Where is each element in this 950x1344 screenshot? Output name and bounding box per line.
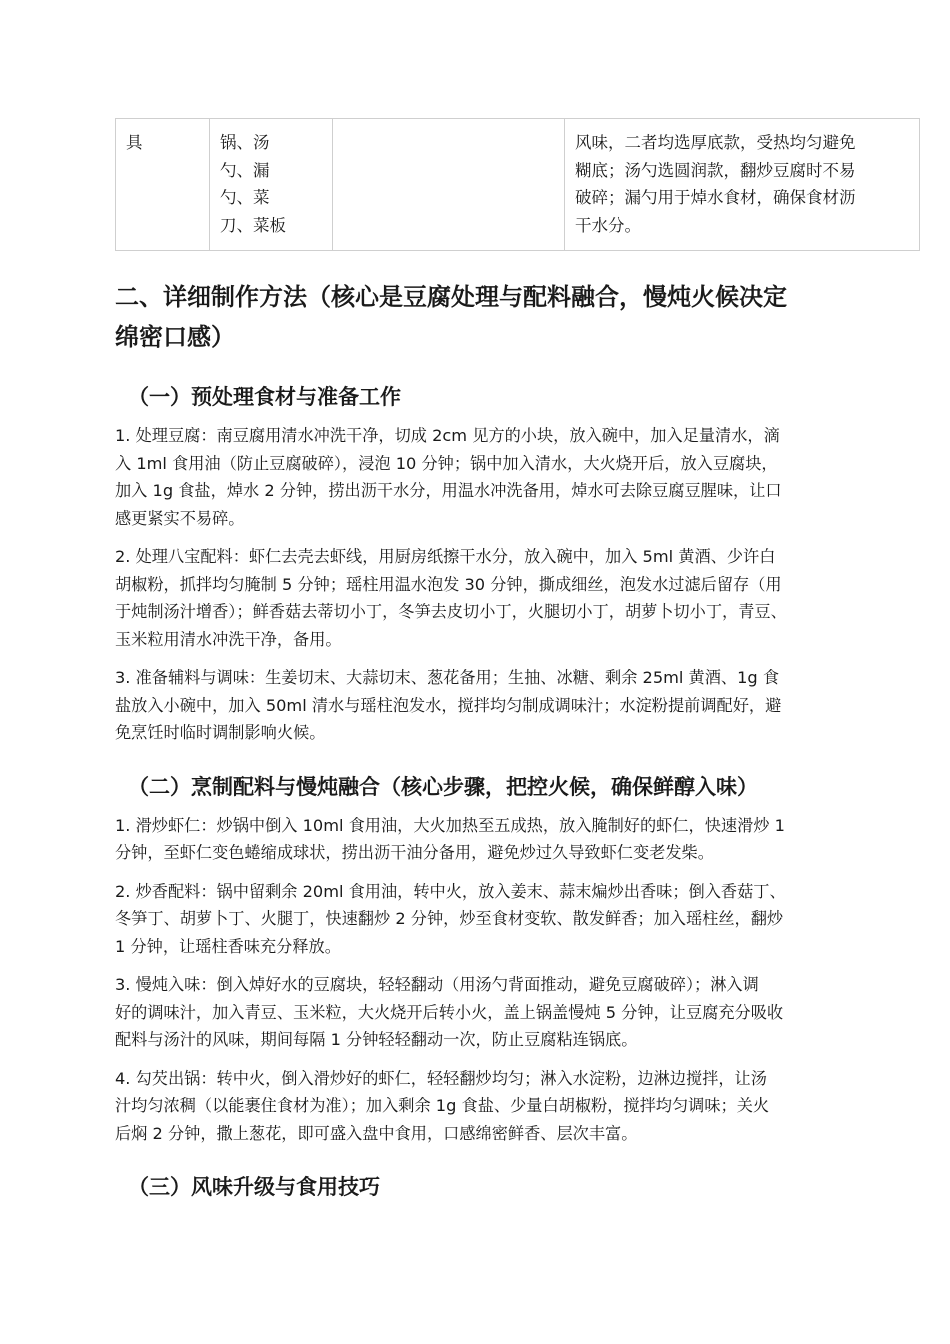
step-paragraph [115,664,835,747]
text-line: 好的调味汁，加入青豆、玉米粒，大火烧开后转小火，盖上锅盖慢炖 5 分钟，让豆腐充分吸收 [115,1002,784,1022]
text-line: 配料与汤汁的风味，期间每隔 1 分钟轻轻翻动一次，防止豆腐粘连锅底。 [115,1030,638,1049]
heading-line: 绵密口感） [115,323,235,351]
document-page [115,118,856,1203]
table-cell-amount [333,119,565,251]
cell-line: 风味，二者均选厚底款，受热均匀避免 [575,133,856,152]
text-line: 感更紧实不易碎。 [115,508,245,528]
step-paragraph [115,422,835,532]
text-line: 冬笋丁、胡萝卜丁、火腿丁，快速翻炒 2 分钟，炒至食材变软、散发鲜香；加入瑶柱丝，翻炒 [115,909,784,928]
table-cell-category: 具 [116,119,210,251]
tools-table [115,118,920,251]
cell-line: 锅、汤 [220,133,270,152]
text-line: 2. 炒香配料：锅中留剩余 20ml 食用油，转中火，放入姜末、蒜末煸炒出香味；倒入香菇丁、 [115,881,786,901]
text-line: 3. 准备辅料与调味：生姜切末、大蒜切末、葱花备用；生抽、冰糖、剩余 25ml 黄酒、1g 食 [115,668,780,687]
section-heading [115,277,835,357]
cell-line: 勺、漏 [220,160,270,180]
step-paragraph [115,1065,835,1148]
cell-line: 干水分。 [575,215,641,235]
text-line: 入 1ml 食用油（防止豆腐破碎），浸泡 10 分钟；锅中加入清水，大火烧开后，放入豆腐块， [115,453,778,473]
text-line: 于炖制汤汁增香）；鲜香菇去蒂切小丁，冬笋去皮切小丁，火腿切小丁，胡萝卜切小丁，青豆、 [115,602,787,621]
step-paragraph [115,878,835,961]
text-line: 胡椒粉，抓拌均匀腌制 5 分钟；瑶柱用温水泡发 30 分钟，撕成细丝，泡发水过滤后留存（用 [115,574,782,594]
text-line: 免烹饪时临时调制影响火候。 [115,723,326,742]
step-paragraph [115,812,835,867]
text-line: 2. 处理八宝配料：虾仁去壳去虾线，用厨房纸擦干水分，放入碗中，加入 5ml 黄酒、少许白 [115,547,776,566]
table-row [116,119,920,251]
text-line: 4. 勾芡出锅：转中火，倒入滑炒好的虾仁，轻轻翻炒均匀；淋入水淀粉，边淋边搅拌，让汤 [115,1068,767,1088]
subsection-heading: （一）预处理食材与准备工作 [128,385,401,409]
text-line: 加入 1g 食盐，焯水 2 分钟，捞出沥干水分，用温水冲洗备用，焯水可去除豆腐豆腥味，让口 [115,481,782,500]
text-line: 1. 处理豆腐：南豆腐用清水冲洗干净，切成 2cm 见方的小块，放入碗中，加入足量清水，滴 [115,426,780,445]
cell-line: 糊底；汤勺选圆润款，翻炒豆腐时不易 [575,160,856,180]
text-line: 1 分钟，让瑶柱香味充分释放。 [115,936,341,956]
cell-line: 刀、菜板 [220,215,286,235]
table-cell-items [210,119,333,251]
cell-line: 勺、菜 [220,188,270,207]
text-line: 分钟，至虾仁变色蜷缩成球状，捞出沥干油分备用，避免炒过久导致虾仁变老发柴。 [115,843,714,862]
text-line: 1. 滑炒虾仁：炒锅中倒入 10ml 食用油，大火加热至五成热，放入腌制好的虾仁，快速滑炒 1 [115,815,785,835]
text-line: 3. 慢炖入味：倒入焯好水的豆腐块，轻轻翻动（用汤勺背面推动，避免豆腐破碎）；淋入调 [115,975,759,994]
subsection-heading: （三）风味升级与食用技巧 [128,1175,380,1199]
text-line: 玉米粒用清水冲洗干净，备用。 [115,629,342,649]
cell-line: 破碎；漏勺用于焯水食材，确保食材沥 [575,188,856,207]
text-line: 后焖 2 分钟，撒上葱花，即可盛入盘中食用，口感绵密鲜香、层次丰富。 [115,1123,638,1143]
step-paragraph [115,971,835,1054]
table-cell-note [565,119,920,251]
text-line: 盐放入小碗中，加入 50ml 清水与瑶柱泡发水，搅拌均匀制成调味汁；水淀粉提前调配好，避 [115,695,782,715]
heading-line: 二、详细制作方法（核心是豆腐处理与配料融合，慢炖火候决定 [115,283,787,311]
step-paragraph [115,543,835,653]
subsection-heading: （二）烹制配料与慢炖融合（核心步骤，把控火候，确保鲜醇入味） [128,774,758,799]
text-line: 汁均匀浓稠（以能裹住食材为准）；加入剩余 1g 食盐、少量白胡椒粉，搅拌均匀调味；关火 [115,1096,770,1115]
